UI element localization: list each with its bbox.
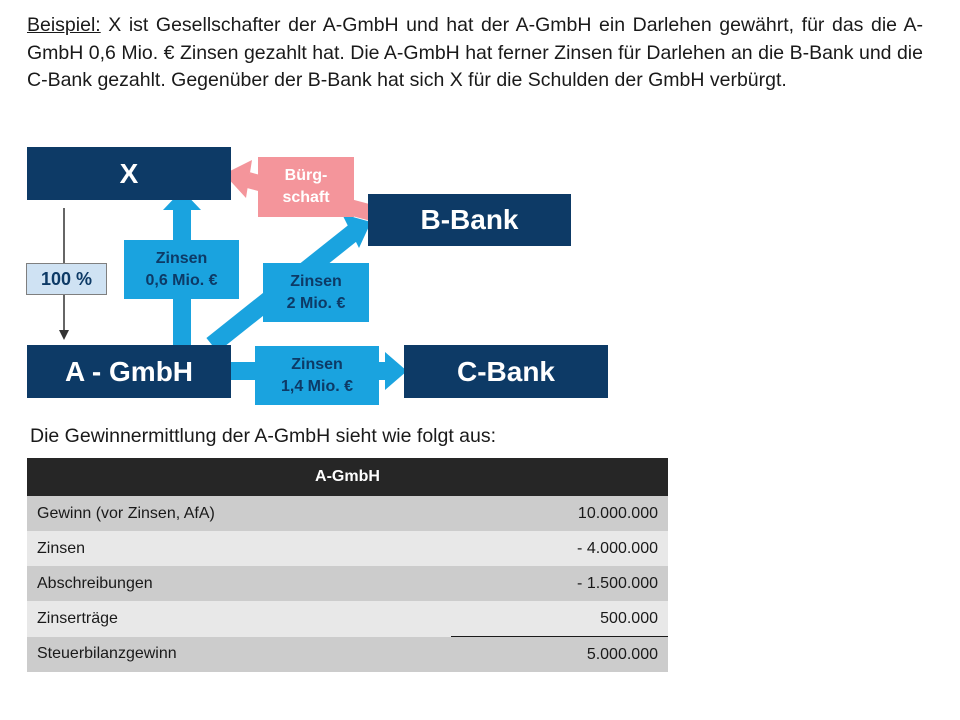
table-row [27,601,668,637]
box-c-bank-label: C-Bank [456,355,555,387]
table-header: A-GmbH [27,458,668,496]
profit-table [27,458,668,672]
label-interest-b: Zinsen 2 Mio. € [263,263,369,322]
intro-label: Beispiel: [27,14,101,36]
row-value: - 4.000.000 [451,531,668,566]
intro-text: X ist Gesellschafter der A-GmbH und hat der A-GmbH ein Darlehen gewährt, für das die A-GmbH 0,6 Mio. € Zinsen gezahlt hat. Die A-GmbH hat ferner Zinsen für Darlehen an die B-Bank und die C-Bank gezahlt. Gegenüber der B-Bank hat sich X für die Schulden der GmbH verbürgt. [27,14,923,91]
row-label: Abschreibungen [27,566,451,601]
row-value: 10.000.000 [451,496,668,531]
table-caption: Die Gewinnermittlung der A-GmbH sieht wie folgt aus: [30,425,497,447]
row-label: Zinsen [27,531,451,566]
table-row [27,496,668,531]
table-row [27,531,668,566]
box-a-gmbh [27,345,231,398]
row-value: - 1.500.000 [451,566,668,601]
table-row [27,566,668,601]
row-value: 500.000 [451,601,668,637]
row-label: Gewinn (vor Zinsen, AfA) [27,496,451,531]
label-ownership: 100 % [26,263,107,295]
row-label: Zinserträge [27,601,451,637]
box-b-bank-label: B-Bank [420,204,519,235]
label-interest-x: Zinsen 0,6 Mio. € [124,240,239,299]
table-row-total [27,637,668,673]
box-b-bank [368,194,571,246]
label-interest-c: Zinsen 1,4 Mio. € [255,346,379,405]
box-c-bank [404,345,608,398]
box-x [27,147,231,200]
box-x-label: X [119,157,139,189]
row-value: 5.000.000 [451,637,668,673]
label-buergschaft: Bürg- schaft [258,157,354,217]
table-header-row [27,458,668,496]
box-a-gmbh-label: A - GmbH [64,355,194,387]
row-label: Steuerbilanzgewinn [27,637,451,673]
